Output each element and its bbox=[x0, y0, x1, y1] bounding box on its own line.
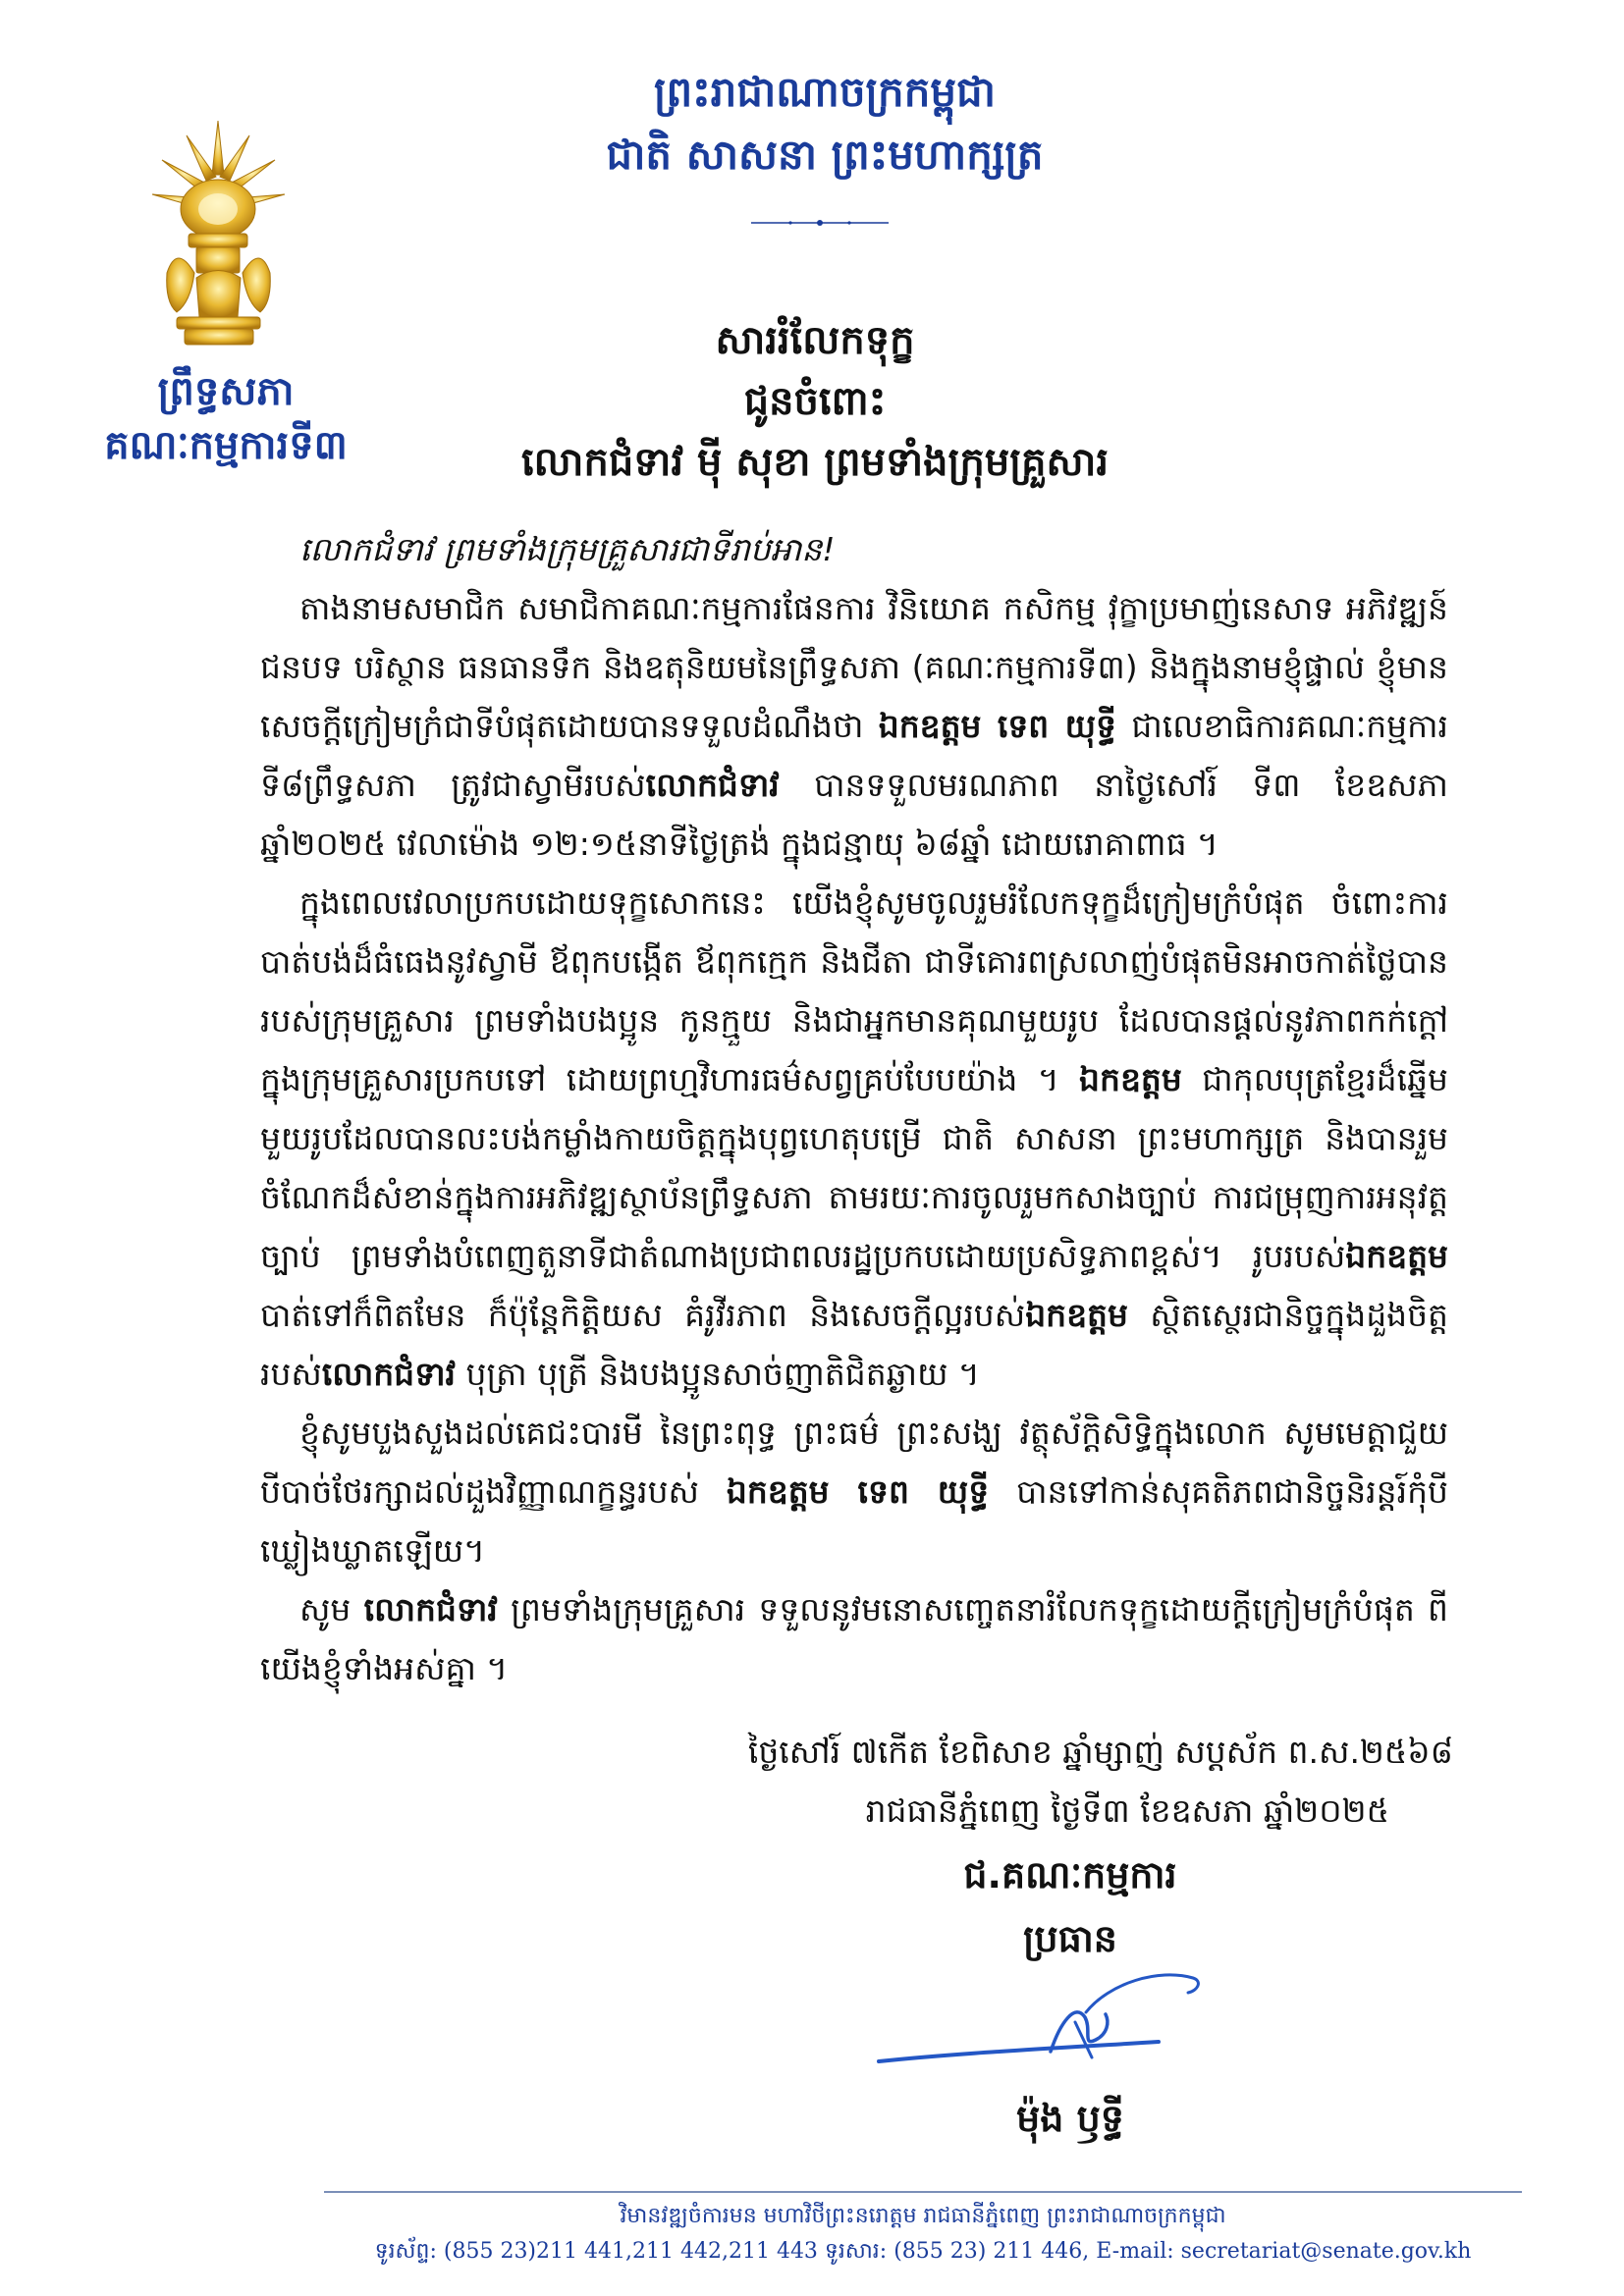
letter-recipient: លោកជំទាវ ម៉ី សុខា ព្រមទាំងក្រុមគ្រួសារ bbox=[520, 440, 1110, 485]
text: ខ្ញុំសូមបួងសួងដល់គេជះបារមី នៃព្រះពុទ្ធ ព្រះធម៌ ព្រះសង្ឃ វត្ថុស័ក្តិសិទ្ធិក្នុងលោក សូមមេត្តាជួយបីបាច់ថែរក្សាដល់ដួងវិញ្ញាណក្ខន្ធរបស់ bbox=[260, 1414, 1448, 1511]
divider-ornament bbox=[751, 216, 889, 230]
paragraph-1 bbox=[260, 579, 1448, 874]
on-behalf-label: ជ.គណៈកម្មការ bbox=[963, 1853, 1177, 1896]
text: ជាកុលបុត្រខ្មែរដ៏ឆ្នើមមួយរូបដែលបានលះបង់កម្លាំងកាយចិត្តក្នុងបុព្វហេតុបម្រើ ជាតិ សាសនា ព្រះមហាក្សត្រ និងបានរួមចំណែកដ៏សំខាន់ក្នុងការអភិវឌ្ឍស្ថាប័នព្រឹទ្ធសភា តាមរយៈការចូលរួមកសាងច្បាប់ ការជម្រុញការអនុវត្តច្បាប់ ព្រមទាំងបំពេញតួនាទីជាតំណាងប្រជាពលរដ្ឋប្រកបដោយប្រសិទ្ធភាពខ្ពស់។ រូបរបស់ bbox=[260, 1060, 1448, 1275]
paragraph-3 bbox=[260, 1404, 1448, 1580]
letter-title: សាររំលែកទុក្ខ bbox=[715, 318, 915, 363]
paragraph-2 bbox=[260, 874, 1448, 1404]
honorific: ឯកឧត្តម bbox=[1025, 1296, 1128, 1334]
solar-date: រាជធានីភ្នំពេញ ថ្ងៃទី៣ ខែឧសភា ឆ្នាំ២០២៥ bbox=[865, 1791, 1389, 1830]
footer-divider bbox=[324, 2191, 1522, 2193]
text: ស្ថិតស្ថេរជានិច្ចក្នុងដួងចិត្តរបស់ bbox=[260, 1296, 1448, 1393]
text: សូម bbox=[299, 1590, 364, 1629]
honorific: លោកជំទាវ bbox=[321, 1355, 457, 1393]
text: ជាលេខាធិការគណៈកម្មការទី៨ព្រឹទ្ធសភា ត្រូវជាស្វាមីរបស់ bbox=[260, 707, 1448, 804]
footer-address: វិមានវឌ្ឍចំការមន មហាវិថីព្រះនរោត្តម រាជធានីភ្នំពេញ ព្រះរាជាណាចក្រកម្ពុជា bbox=[620, 2204, 1226, 2228]
letter-addressed-to: ជូនចំពោះ bbox=[743, 379, 887, 424]
text: ក្នុងពេលវេលាប្រកបដោយទុក្ខសោកនេះ យើងខ្ញុំសូមចូលរួមរំលែកទុក្ខដ៏ក្រៀមក្រំបំផុត ចំពោះការបាត់បង់ដ៏ធំធេងនូវស្វាមី ឪពុកបង្កើត ឪពុកក្មេក និងជីតា ជាទីគោរពស្រលាញ់បំផុតមិនអាចកាត់ថ្លៃបានរបស់ក្រុមគ្រួសារ ព្រមទាំងបងប្អូន កូនក្មួយ និងជាអ្នកមានគុណមួយរូប ដែលបានផ្តល់នូវភាពកក់ក្តៅក្នុងក្រុមគ្រួសារប្រកបទៅ ដោយព្រហ្មវិហារធម៌សព្វគ្រប់បែបយ៉ាង ។ bbox=[260, 883, 1448, 1098]
text: តាងនាមសមាជិក សមាជិកាគណៈកម្មការផែនការ វិនិយោគ កសិកម្ម វុក្ខាប្រមាញ់នេសាទ អភិវឌ្ឍន៍ជនបទ បរិស្ថាន ធនធានទឹក និងឧតុនិយមនៃព្រឹទ្ធសភា (គណៈកម្មការទី៣) និងក្នុងនាមខ្ញុំផ្ទាល់ ខ្ញុំមានសេចក្តីក្រៀមក្រំជាទីបំផុតដោយបានទទួលដំណឹងថា bbox=[260, 589, 1448, 745]
date-block bbox=[628, 1723, 1453, 1841]
letter-body bbox=[260, 520, 1448, 1698]
honorific: លោកជំទាវ bbox=[363, 1590, 498, 1629]
paragraph-4 bbox=[260, 1580, 1448, 1698]
text: បានទៅកាន់សុគតិភពជានិច្ចនិរន្តរ៍កុំបីឃ្លៀងឃ្លាតឡើយ។ bbox=[260, 1472, 1448, 1570]
honorific: ឯកឧត្តម bbox=[1345, 1237, 1448, 1275]
senate-emblem-icon bbox=[147, 116, 290, 351]
lunar-date: ថ្ងៃសៅរ៍ ៧កើត ខែពិសាខ ឆ្នាំម្សាញ់ សប្តស័ក ព.ស.២៥៦៨ bbox=[747, 1733, 1453, 1771]
text: បុត្រា បុត្រី និងបងប្អូនសាច់ញាតិជិតឆ្ងាយ ។ bbox=[456, 1355, 980, 1393]
senate-label: ព្រឹទ្ធសភា bbox=[157, 369, 295, 414]
honorific: លោកជំទាវ bbox=[645, 766, 780, 804]
signatory-name: ម៉ុង ឫទ្ធី bbox=[1016, 2097, 1124, 2140]
deceased-name: ឯកឧត្តម ទេព យុទ្ធី bbox=[726, 1472, 990, 1511]
national-motto: ជាតិ សាសនា ព្រះមហាក្សត្រ bbox=[606, 131, 1044, 179]
text: បានទទួលមរណភាព នាថ្ងៃសៅរ៍ ទី៣ ខែឧសភា ឆ្នាំ២០២៥ វេលាម៉ោង ១២:១៥នាទីថ្ងៃត្រង់ ក្នុងជន្មាយុ ៦៨ឆ្នាំ ដោយរោគាពាធ ។ bbox=[260, 766, 1448, 863]
text: បាត់ទៅក៏ពិតមែន ក៏ប៉ុន្តែកិត្តិយស គំរូវីរភាព និងសេចក្តីល្អរបស់ bbox=[260, 1296, 1026, 1334]
deceased-name: ឯកឧត្តម ទេព យុទ្ធី bbox=[878, 707, 1116, 745]
salutation: លោកជំទាវ ព្រមទាំងក្រុមគ្រួសារជាទីរាប់អាន! bbox=[299, 530, 836, 568]
footer-contact: ទូរស័ព្ទ: (855 23)211 441,211 442,211 443 ទូរសារ: (855 23) 211 446, E-mail: secretariat@senate.gov.kh bbox=[374, 2239, 1472, 2264]
signatory-role: ប្រធាន bbox=[1023, 1917, 1117, 1960]
commission-label: គណៈកម្មការទី៣ bbox=[104, 423, 348, 468]
signature-icon bbox=[864, 1963, 1276, 2081]
honorific: ឯកឧត្តម bbox=[1079, 1060, 1182, 1098]
text: ព្រមទាំងក្រុមគ្រួសារ ទទួលនូវមនោសញ្ចេតនារំលែកទុក្ខដោយក្តីក្រៀមក្រំបំផុត ពីយើងខ្ញុំទាំងអស់គ្នា ។ bbox=[260, 1590, 1449, 1687]
kingdom-title: ព្រះរាជាណាចក្រកម្ពុជា bbox=[653, 68, 997, 116]
